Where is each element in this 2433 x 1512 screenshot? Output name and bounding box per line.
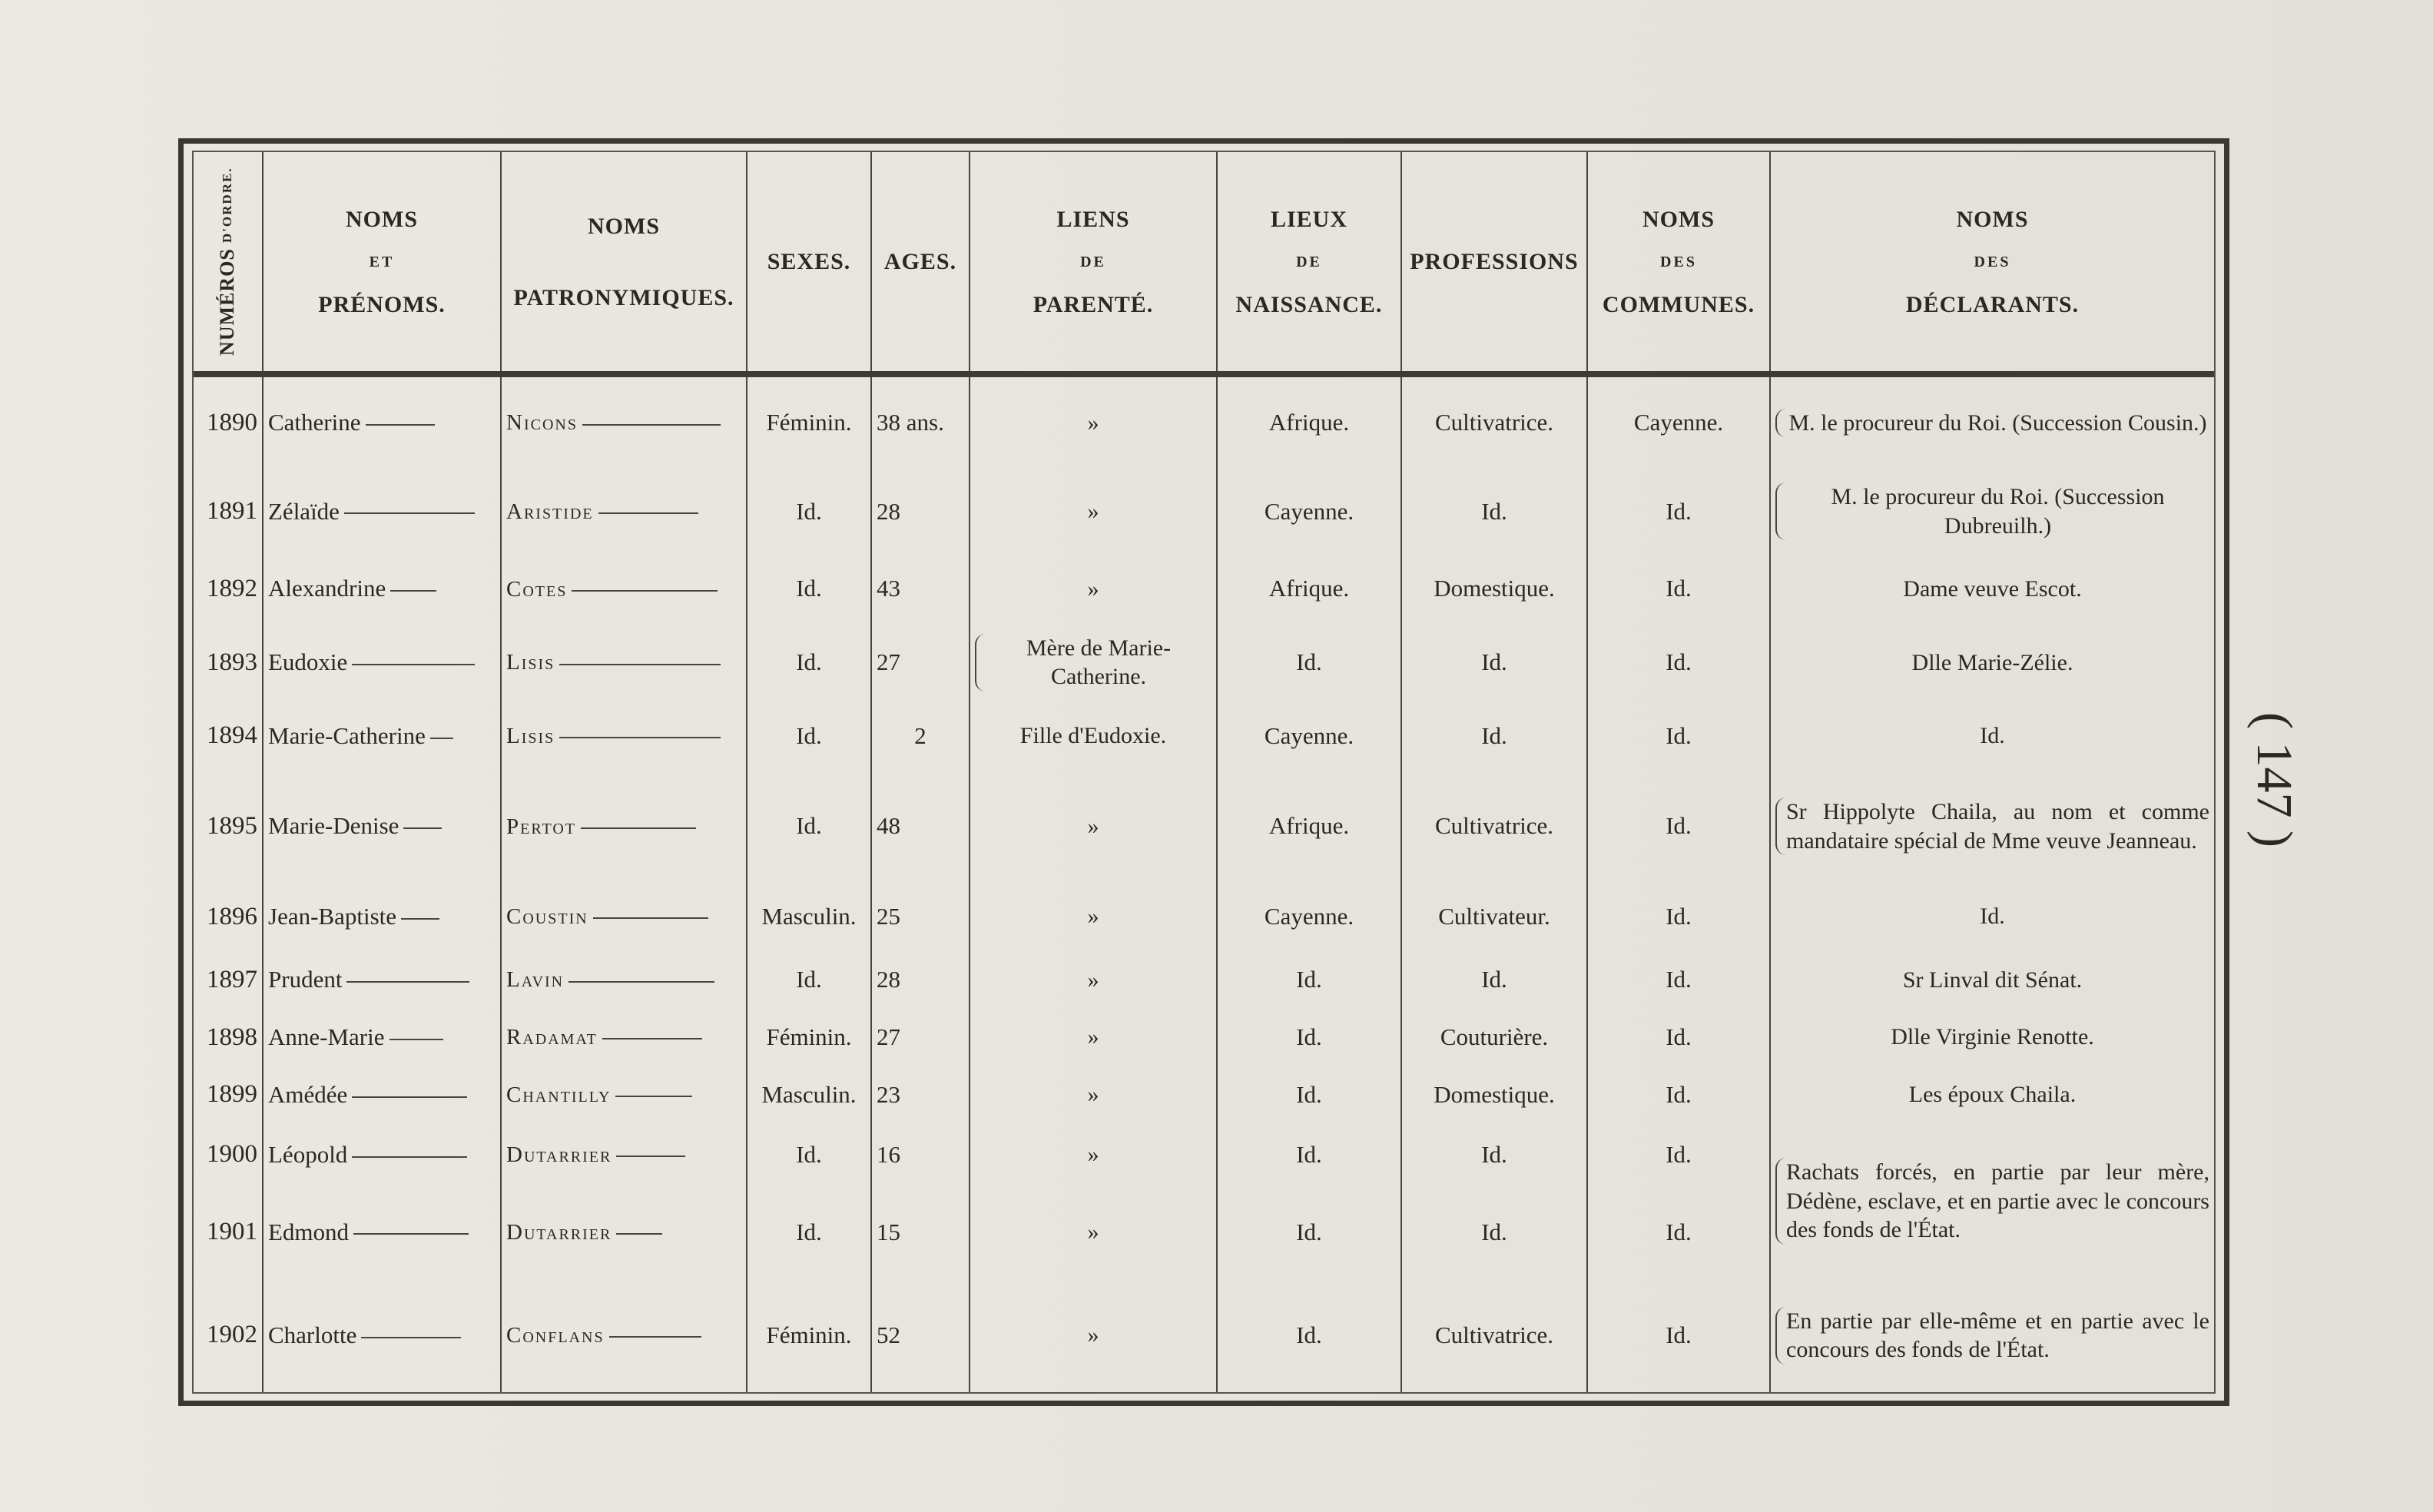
patronyme-text: Conflans [506,1322,605,1348]
declarant-cell [1770,771,2214,883]
profession-cell: Id. [1401,1123,1587,1185]
header-row [194,152,2214,374]
prenom-cell [263,1186,501,1279]
prenom-cell [263,374,501,469]
header-noms-patronymiques-line1: NOMS [588,213,660,239]
prenom-text: Anne-Marie [268,1023,385,1050]
lien-cell: » [970,1009,1217,1066]
declarant-cell: Dlle Virginie Renotte. [1891,1024,2094,1050]
age-cell: 23 [871,1066,970,1124]
commune-cell: Id. [1587,1066,1770,1124]
prenom-text: Eudoxie [268,648,348,676]
table-row [194,882,2214,950]
header-numeros [194,152,263,374]
prenom-text: Prudent [268,965,343,993]
sexe-cell: Masculin. [747,882,871,950]
sexe-cell: Id. [747,951,871,1009]
sexe-cell: Id. [747,701,871,770]
header-sexes: SEXES. [747,152,871,374]
commune-cell: Id. [1587,623,1770,701]
declarant-text: M. le procureur du Roi. (Succession Dubreuilh.) [1775,482,2209,540]
prenom-text: Jean-Baptiste [268,902,397,930]
lien-cell: » [970,951,1217,1009]
prenom-text: Amédée [268,1080,348,1108]
prenom-cell [263,701,501,770]
prenom-text: Alexandrine [268,575,386,602]
patronyme-cell [501,1278,747,1392]
header-declarants-line1: NOMS [1956,206,2029,232]
leader-dash [572,590,718,592]
leader-dash [403,827,442,829]
declarant-text: Sr Hippolyte Chaila, au nom et comme mandataire spécial de Mme veuve Jeanneau. [1775,797,2209,855]
profession-cell: Couturière. [1401,1009,1587,1066]
declarant-cell [1770,469,2214,555]
table-row [194,1009,2214,1066]
declarant-text: En partie par elle-même et en partie avec le concours des fonds de l'État. [1775,1307,2209,1364]
header-professions: PROFESSIONS [1401,152,1587,374]
leader-dash [559,664,721,665]
patronyme-text: Cotes [506,576,568,602]
sexe-cell: Féminin. [747,374,871,469]
header-lieux [1217,152,1401,374]
leader-dash [344,512,475,514]
prenom-cell [263,771,501,883]
table-row [194,555,2214,623]
patronyme-cell [501,555,747,623]
prenom-text: Léopold [268,1140,348,1168]
row-number: 1890 [194,374,263,469]
page-number-text: ( 147 ) [2246,712,2302,847]
sexe-cell: Id. [747,1123,871,1185]
age-cell: 2 [871,701,970,770]
age-cell: 16 [871,1123,970,1185]
lien-cell: » [970,374,1217,469]
lien-cell: » [970,1066,1217,1124]
age-cell: 27 [871,623,970,701]
leader-dash [353,1233,469,1235]
header-numeros-line2: D'ORDRE. [220,167,235,244]
commune-cell: Id. [1587,1123,1770,1185]
age-cell: 28 [871,951,970,1009]
commune-cell: Id. [1587,1009,1770,1066]
commune-cell: Id. [1587,469,1770,555]
patronyme-cell [501,1009,747,1066]
profession-cell: Id. [1401,951,1587,1009]
leader-dash [568,981,714,983]
commune-cell: Id. [1587,1186,1770,1279]
table-row [194,1066,2214,1124]
header-communes [1587,152,1770,374]
table-row [194,1278,2214,1392]
table-row [194,701,2214,770]
header-declarants-line2: DES [1974,253,2011,270]
leader-dash [352,1096,467,1098]
profession-cell: Id. [1401,1186,1587,1279]
sexe-cell: Id. [747,623,871,701]
lieu-cell: Cayenne. [1217,469,1401,555]
leader-dash [602,1038,702,1040]
lieu-cell: Cayenne. [1217,882,1401,950]
declarant-text: Rachats forcés, en partie par leur mère, Dédène, esclave, et en partie avec le concours des fonds de l'État. [1775,1158,2209,1245]
lien-cell: » [970,1123,1217,1185]
lien-cell: » [970,771,1217,883]
leader-dash [593,917,708,919]
lieu-cell: Id. [1217,1186,1401,1279]
header-lieux-line3: NAISSANCE. [1235,291,1383,317]
declarant-cell: Id. [1980,723,2005,749]
row-number: 1891 [194,469,263,555]
row-number: 1902 [194,1278,263,1392]
lieu-cell: Afrique. [1217,771,1401,883]
patronyme-text: Dutarrier [506,1219,612,1245]
leader-dash [615,1096,692,1097]
lien-cell: » [970,555,1217,623]
prenom-text: Zélaïde [268,497,340,525]
patronyme-text: Radamat [506,1025,598,1050]
declarant-cell [1770,1123,2214,1278]
leader-dash [609,1336,701,1338]
leader-dash [582,424,721,426]
declarant-cell: Dlle Marie-Zélie. [1911,649,2073,675]
patronyme-cell [501,1123,747,1185]
header-lieux-line2: DE [1296,253,1322,270]
commune-cell: Id. [1587,555,1770,623]
leader-dash [366,424,435,426]
row-number: 1897 [194,951,263,1009]
header-liens-line2: DE [1080,253,1106,270]
page-number [2228,691,2320,868]
lieu-cell: Cayenne. [1217,701,1401,770]
patronyme-cell [501,374,747,469]
age-cell: 25 [871,882,970,950]
prenom-text: Edmond [268,1218,350,1245]
header-noms-prenoms-line3: PRÉNOMS. [318,291,446,317]
leader-dash [389,1039,443,1040]
sexe-cell: Masculin. [747,1066,871,1124]
prenom-cell [263,1278,501,1392]
patronyme-cell [501,771,747,883]
lien-cell: » [970,1186,1217,1279]
prenom-text: Marie-Denise [268,812,399,840]
patronyme-cell [501,469,747,555]
profession-cell: Id. [1401,701,1587,770]
profession-cell: Domestique. [1401,1066,1587,1124]
lieu-cell: Id. [1217,623,1401,701]
patronyme-text: Chantilly [506,1082,612,1107]
declarant-cell [1770,374,2214,469]
table-row [194,623,2214,701]
header-liens-line1: LIENS [1056,206,1130,232]
register-table [194,152,2214,1392]
age-cell: 52 [871,1278,970,1392]
lieu-cell: Id. [1217,1066,1401,1124]
table-row [194,771,2214,883]
header-communes-line2: DES [1660,253,1697,270]
patronyme-cell [501,951,747,1009]
lien-cell: » [970,1278,1217,1392]
lien-cell [970,623,1217,701]
lieu-cell: Afrique. [1217,555,1401,623]
declarant-cell: Sr Linval dit Sénat. [1902,967,2083,993]
lieu-cell: Id. [1217,1009,1401,1066]
profession-cell: Id. [1401,623,1587,701]
leader-dash [616,1233,662,1235]
lieu-cell: Id. [1217,951,1401,1009]
age-cell: 48 [871,771,970,883]
patronyme-text: Lisis [506,650,555,675]
row-number: 1901 [194,1186,263,1279]
prenom-cell [263,1066,501,1124]
commune-cell: Id. [1587,1278,1770,1392]
patronyme-text: Coustin [506,904,588,930]
row-number: 1900 [194,1123,263,1185]
patronyme-cell [501,623,747,701]
patronyme-text: Pertot [506,814,576,839]
declarant-cell: Les époux Chaila. [1908,1082,2077,1108]
commune-cell: Cayenne. [1587,374,1770,469]
lien-text: Mère de Marie-Catherine. [975,634,1212,691]
age-cell: 27 [871,1009,970,1066]
declarant-cell: Dame veuve Escot. [1903,576,2082,602]
commune-cell: Id. [1587,882,1770,950]
commune-cell: Id. [1587,951,1770,1009]
table-row [194,951,2214,1009]
header-liens-line3: PARENTÉ. [1033,291,1154,317]
lieu-cell: Id. [1217,1278,1401,1392]
prenom-cell [263,1009,501,1066]
table-row [194,1123,2214,1185]
profession-cell: Domestique. [1401,555,1587,623]
row-number: 1895 [194,771,263,883]
header-communes-line1: NOMS [1642,206,1715,232]
leader-dash [559,737,721,738]
prenom-cell [263,555,501,623]
prenom-text: Catherine [268,408,361,436]
prenom-cell [263,882,501,950]
profession-cell: Cultivateur. [1401,882,1587,950]
lien-cell: » [970,882,1217,950]
prenom-cell [263,1123,501,1185]
header-lieux-line1: LIEUX [1270,206,1348,232]
patronyme-text: Dutarrier [506,1142,612,1167]
header-noms-patronymiques-line2: PATRONYMIQUES. [513,284,734,310]
header-numeros-line1: NUMÉROS [216,248,239,356]
row-number: 1896 [194,882,263,950]
header-communes-line3: COMMUNES. [1602,291,1755,317]
patronyme-cell [501,701,747,770]
prenom-cell [263,623,501,701]
header-declarants [1770,152,2214,374]
sexe-cell: Féminin. [747,1278,871,1392]
age-cell: 28 [871,469,970,555]
prenom-text: Charlotte [268,1321,357,1348]
profession-cell: Cultivatrice. [1401,1278,1587,1392]
row-number: 1892 [194,555,263,623]
patronyme-cell [501,1186,747,1279]
age-cell: 15 [871,1186,970,1279]
leader-dash [616,1156,685,1157]
leader-dash [361,1337,461,1338]
table-row [194,374,2214,469]
leader-dash [581,827,696,829]
patronyme-text: Nicons [506,410,578,436]
leader-dash [598,512,698,514]
sexe-cell: Id. [747,555,871,623]
profession-cell: Cultivatrice. [1401,771,1587,883]
lieu-cell: Id. [1217,1123,1401,1185]
row-number: 1898 [194,1009,263,1066]
header-liens [970,152,1217,374]
leader-dash [401,918,439,920]
leader-dash [390,590,436,592]
lien-cell: » [970,469,1217,555]
declarant-cell: Id. [1980,904,2005,930]
sexe-cell: Id. [747,469,871,555]
declarant-text: M. le procureur du Roi. (Succession Cousin.) [1775,409,2209,438]
patronyme-text: Lavin [506,967,565,993]
profession-cell: Id. [1401,469,1587,555]
leader-dash [430,738,453,739]
age-cell: 43 [871,555,970,623]
commune-cell: Id. [1587,701,1770,770]
row-number: 1893 [194,623,263,701]
profession-cell: Cultivatrice. [1401,374,1587,469]
prenom-cell [263,951,501,1009]
header-noms-prenoms-line2: ET [369,253,395,270]
age-cell: 38 ans. [871,374,970,469]
header-noms-prenoms [263,152,501,374]
row-number: 1894 [194,701,263,770]
prenom-text: Marie-Catherine [268,721,426,749]
sexe-cell: Id. [747,1186,871,1279]
patronyme-text: Lisis [506,723,555,748]
table-row [194,469,2214,555]
row-number: 1899 [194,1066,263,1124]
leader-dash [346,981,469,983]
header-ages: AGES. [871,152,970,374]
lien-cell: Fille d'Eudoxie. [970,701,1217,770]
header-noms-prenoms-line1: NOMS [346,206,418,232]
header-noms-patronymiques [501,152,747,374]
commune-cell: Id. [1587,771,1770,883]
declarant-cell [1770,1278,2214,1392]
patronyme-text: Aristide [506,499,594,524]
patronyme-cell [501,1066,747,1124]
header-declarants-line3: DÉCLARANTS. [1905,291,2080,317]
leader-dash [352,664,475,665]
patronyme-cell [501,882,747,950]
leader-dash [352,1156,467,1158]
lieu-cell: Afrique. [1217,374,1401,469]
sexe-cell: Féminin. [747,1009,871,1066]
sexe-cell: Id. [747,771,871,883]
prenom-cell [263,469,501,555]
